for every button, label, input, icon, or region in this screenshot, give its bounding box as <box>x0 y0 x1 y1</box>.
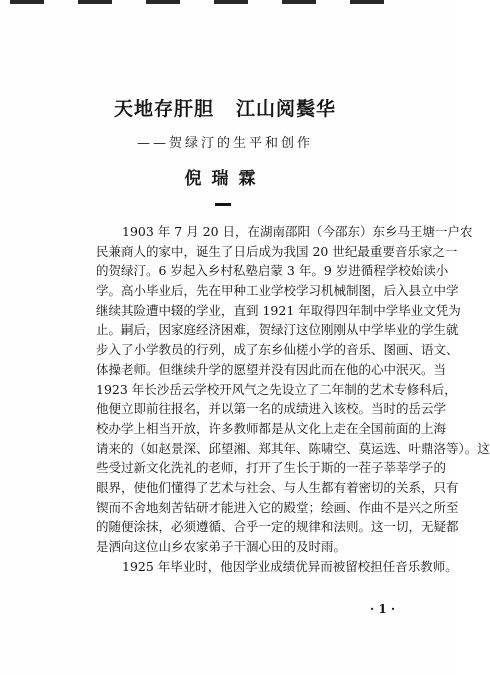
top-edge-marks <box>4 0 444 6</box>
text-line: 是洒向这位山乡农家弟子干涸心田的及时雨。 <box>96 539 347 554</box>
paragraph <box>96 222 490 557</box>
text-line: 些受过新文化洗礼的老师，打开了生长于斯的一茬子莘莘学子的 <box>96 460 447 476</box>
top-edge-mark <box>146 0 180 4</box>
chapter-title <box>0 94 450 121</box>
top-edge-mark <box>350 0 384 4</box>
text-line: 锲而不舍地刻苦钻研才能进入它的殿堂；绘画、作曲不是兴之所至 <box>96 499 459 515</box>
top-edge-mark <box>214 0 248 4</box>
text-line: 止。嗣后，因家庭经济困难，贺绿汀这位刚刚从中学毕业的学生就 <box>96 322 459 338</box>
top-edge-mark <box>10 0 44 4</box>
paragraph <box>96 557 458 577</box>
section-number <box>215 203 231 206</box>
top-edge-mark <box>78 0 112 4</box>
top-edge-mark <box>282 0 316 4</box>
chapter-subtitle: ——贺绿汀的生平和创作 <box>136 136 313 151</box>
text-line: 他便立即前往报名，并以第一名的成绩进入该校。当时的岳云学 <box>96 401 447 417</box>
text-line: 1923 年长沙岳云学校开风气之先设立了二年制的艺术专修科后， <box>96 381 457 397</box>
author-name: 倪瑞霖 <box>184 169 266 189</box>
text-line: 体操老师。但继续升学的愿望并没有因此而在他的心中泯灭。当 <box>96 361 447 377</box>
text-line: 继续其险遭中辍的学业，直到 1921 年取得四年制中学毕业文凭为 <box>96 302 461 318</box>
page-number: · 1 · <box>370 602 396 616</box>
title-part-1: 天地存肝胆 <box>113 98 214 120</box>
text-line: 校办学上相当开放，许多教师都是从文化上走在全国前面的上海 <box>96 420 447 436</box>
section-number-text <box>215 194 231 208</box>
text-line: 步入了小学教员的行列，成了东乡仙槎小学的音乐、图画、语文、 <box>96 342 459 358</box>
text-line: 民兼商人的家中，诞生了日后成为我国 20 世纪最重要音乐家之一 <box>96 243 458 259</box>
title-part-2: 江山阅鬓华 <box>236 98 337 120</box>
text-line: 请来的（如赵景深、邱望湘、郑其年、陈啸空、莫运选、叶鼎洛等）。这 <box>96 440 490 456</box>
text-line: 的随便涂抹，必须遵循、合乎一定的规律和法则。这一切，无疑都 <box>96 519 459 535</box>
text-line: 的贺绿汀。6 岁起入乡村私塾启蒙 3 年。9 岁进循程学校始读小 <box>96 263 449 279</box>
text-line: 学。高小毕业后，先在甲种工业学校学习机械制图，后入县立中学 <box>96 283 459 299</box>
text-line: 1903 年 7 月 20 日，在湖南邵阳（今邵东）东乡马王塘一户农 <box>122 224 473 239</box>
text-line: 眼界，使他们懂得了艺术与社会、与人生都有着密切的关系，只有 <box>96 479 459 495</box>
body-text <box>96 222 490 576</box>
text-line: 1925 年毕业时，他因学业成绩优异而被留校担任音乐教师。 <box>122 558 458 574</box>
